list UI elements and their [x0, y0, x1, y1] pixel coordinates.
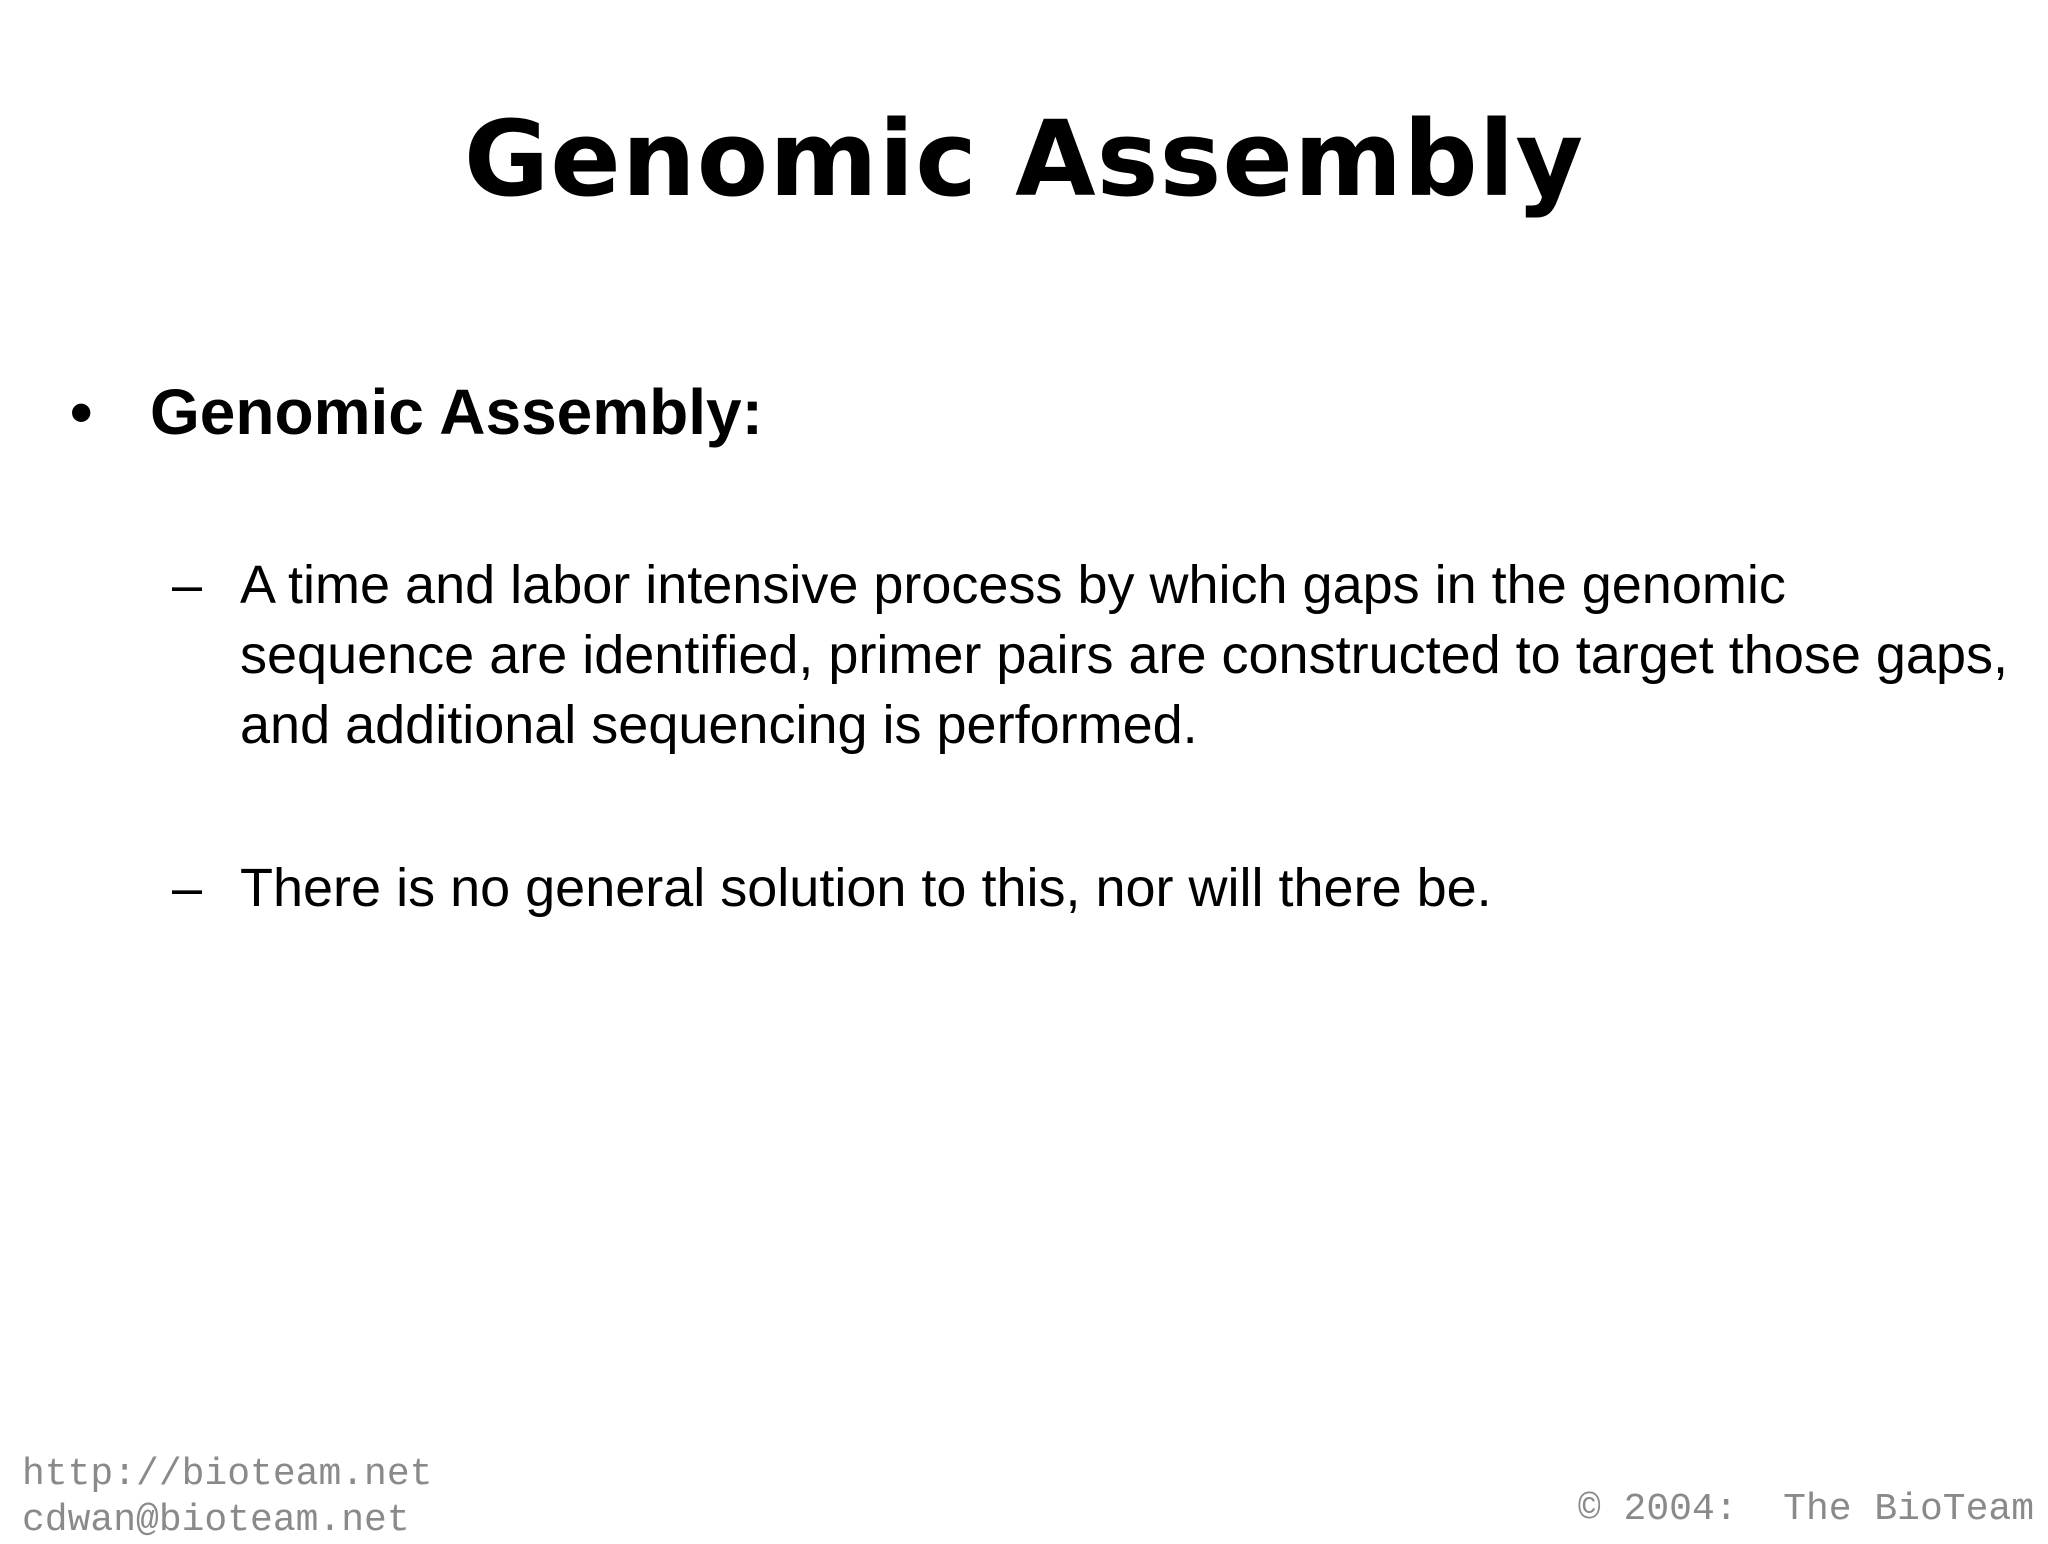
sub-item-text: A time and labor intensive process by which gaps in the genomic sequence are identified, primer pairs are constructed to target those gaps, and additional sequencing is performed.: [240, 555, 2008, 755]
slide-title: Genomic Assembly: [463, 98, 1585, 220]
sub-item-text: There is no general solution to this, nor will there be.: [240, 858, 1492, 918]
footer-url: http://bioteam.net: [22, 1453, 433, 1496]
footer-contact: [22, 1452, 432, 1544]
bullet-glyph: •: [70, 376, 93, 448]
footer-email: cdwan@bioteam.net: [22, 1499, 410, 1542]
sub-item: [172, 853, 2012, 923]
bullet-item: [70, 374, 763, 451]
dash-glyph: –: [172, 858, 203, 918]
sub-item: [172, 550, 2012, 760]
dash-glyph: –: [172, 555, 203, 615]
footer-copyright: © 2004: The BioTeam: [1577, 1488, 2034, 1531]
bullet-text: Genomic Assembly:: [150, 376, 763, 448]
